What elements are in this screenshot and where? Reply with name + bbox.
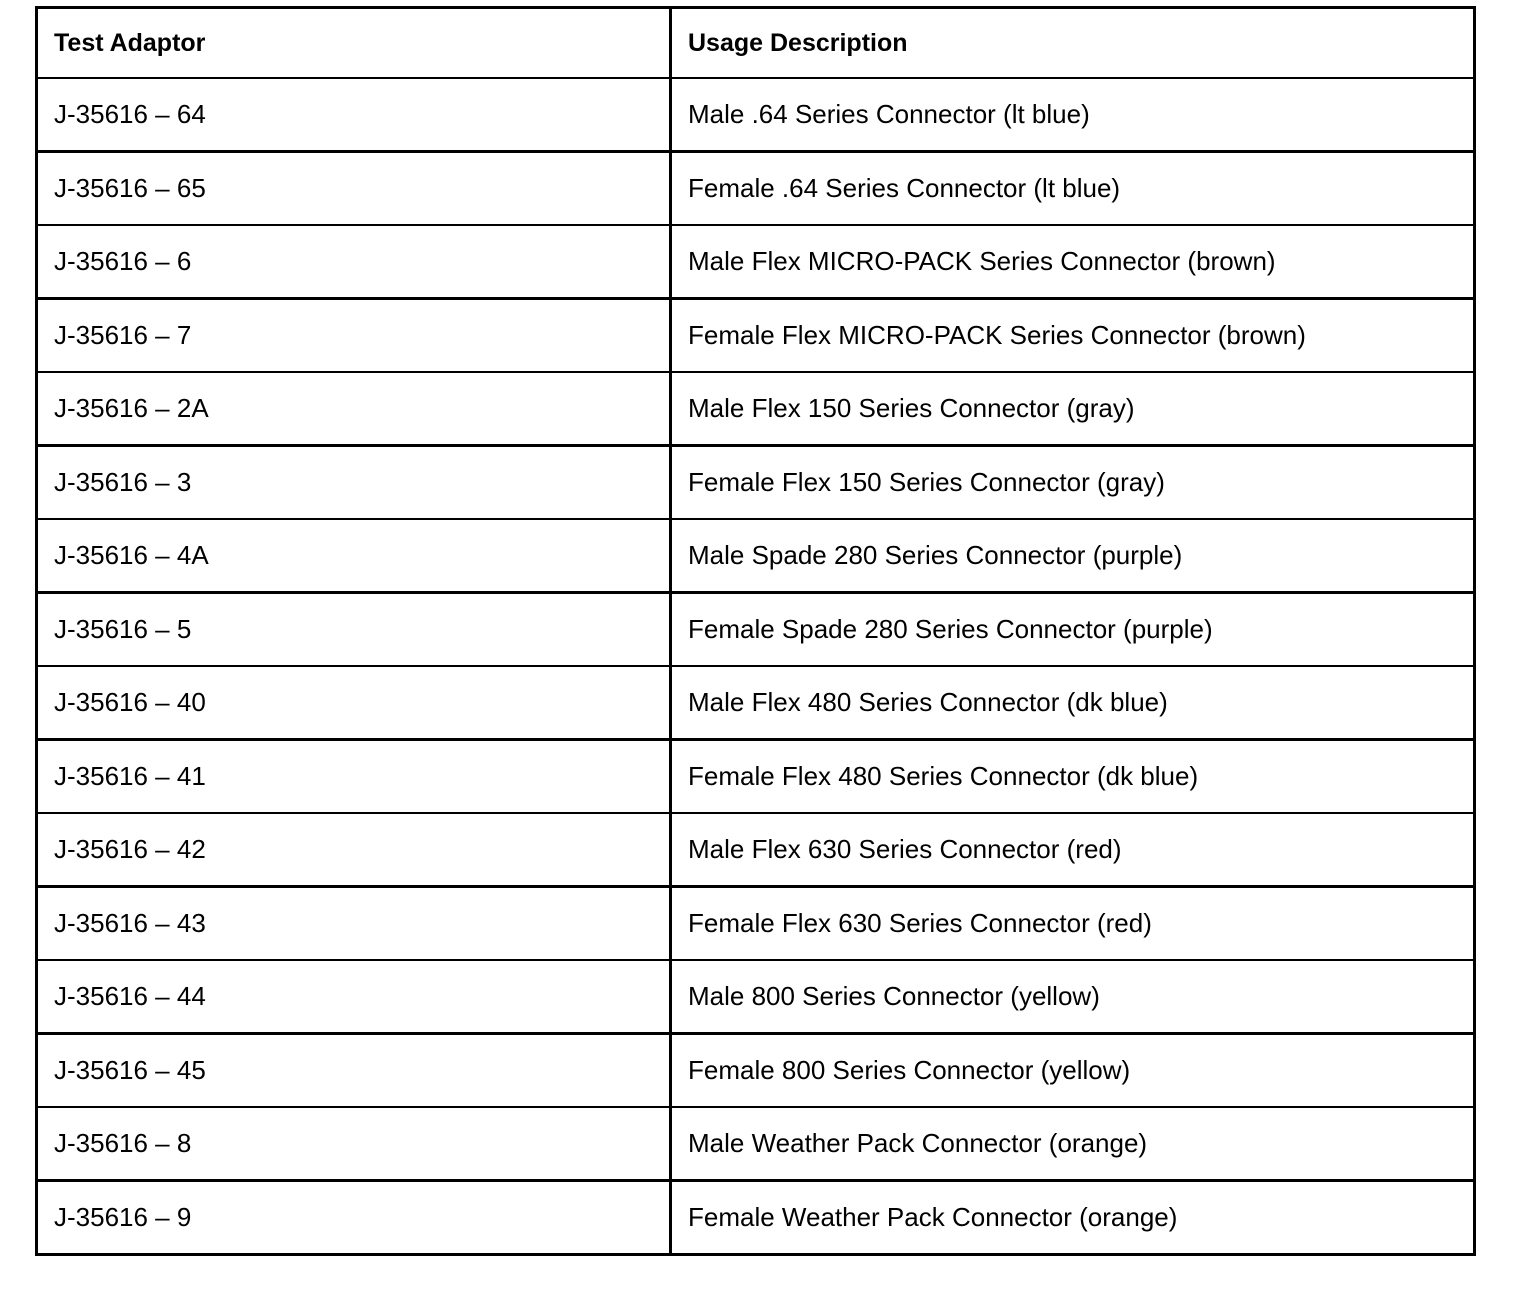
cell-adaptor: J-35616 – 40 [37, 666, 671, 740]
cell-description: Male Flex MICRO-PACK Series Connector (brown) [671, 225, 1475, 299]
cell-description: Female Flex 630 Series Connector (red) [671, 887, 1475, 961]
table-row [37, 1034, 1475, 1108]
table-row [37, 740, 1475, 814]
header-test-adaptor: Test Adaptor [37, 8, 671, 79]
table-row [37, 225, 1475, 299]
cell-adaptor: J-35616 – 7 [37, 299, 671, 373]
table-row [37, 446, 1475, 520]
cell-description: Male 800 Series Connector (yellow) [671, 960, 1475, 1034]
table-row [37, 372, 1475, 446]
cell-description: Female Flex 480 Series Connector (dk blue) [671, 740, 1475, 814]
cell-adaptor: J-35616 – 64 [37, 78, 671, 152]
cell-adaptor: J-35616 – 9 [37, 1181, 671, 1255]
cell-description: Female 800 Series Connector (yellow) [671, 1034, 1475, 1108]
table-row [37, 593, 1475, 667]
table-row [37, 960, 1475, 1034]
header-usage-description: Usage Description [671, 8, 1475, 79]
table-row [37, 152, 1475, 226]
cell-adaptor: J-35616 – 45 [37, 1034, 671, 1108]
cell-adaptor: J-35616 – 6 [37, 225, 671, 299]
cell-adaptor: J-35616 – 3 [37, 446, 671, 520]
cell-description: Male Spade 280 Series Connector (purple) [671, 519, 1475, 593]
cell-adaptor: J-35616 – 4A [37, 519, 671, 593]
cell-description: Female Flex MICRO-PACK Series Connector (brown) [671, 299, 1475, 373]
cell-adaptor: J-35616 – 41 [37, 740, 671, 814]
cell-adaptor: J-35616 – 44 [37, 960, 671, 1034]
cell-description: Male Flex 480 Series Connector (dk blue) [671, 666, 1475, 740]
table-row [37, 299, 1475, 373]
cell-description: Female Weather Pack Connector (orange) [671, 1181, 1475, 1255]
table-row [37, 887, 1475, 961]
cell-description: Male Weather Pack Connector (orange) [671, 1107, 1475, 1181]
cell-adaptor: J-35616 – 2A [37, 372, 671, 446]
table-row [37, 519, 1475, 593]
table-body [37, 78, 1475, 1255]
cell-description: Male Flex 150 Series Connector (gray) [671, 372, 1475, 446]
table-row [37, 666, 1475, 740]
cell-description: Male .64 Series Connector (lt blue) [671, 78, 1475, 152]
cell-adaptor: J-35616 – 5 [37, 593, 671, 667]
table-row [37, 813, 1475, 887]
cell-adaptor: J-35616 – 42 [37, 813, 671, 887]
adaptor-table [35, 6, 1476, 1256]
cell-description: Female .64 Series Connector (lt blue) [671, 152, 1475, 226]
table-header-row [37, 8, 1475, 79]
cell-adaptor: J-35616 – 8 [37, 1107, 671, 1181]
cell-adaptor: J-35616 – 65 [37, 152, 671, 226]
table-row [37, 78, 1475, 152]
table-row [37, 1107, 1475, 1181]
cell-description: Male Flex 630 Series Connector (red) [671, 813, 1475, 887]
cell-description: Female Spade 280 Series Connector (purple) [671, 593, 1475, 667]
table-row [37, 1181, 1475, 1255]
adaptor-table-container [35, 6, 1473, 1256]
cell-description: Female Flex 150 Series Connector (gray) [671, 446, 1475, 520]
cell-adaptor: J-35616 – 43 [37, 887, 671, 961]
